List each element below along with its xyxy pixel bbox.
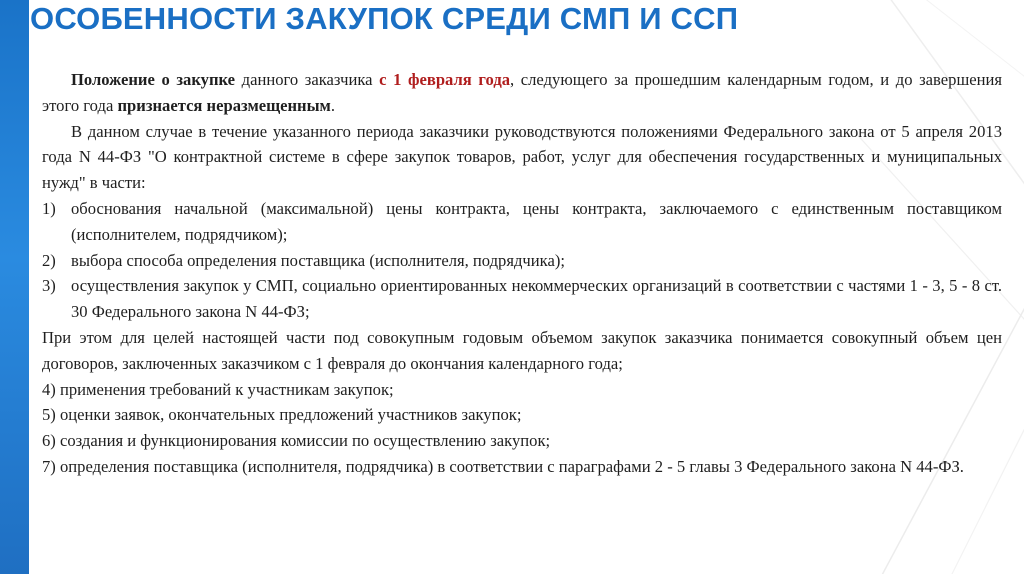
list-text: выбора способа определения поставщика (исполнителя, подрядчика); bbox=[71, 250, 565, 270]
bold-phrase: признается неразмещенным bbox=[117, 95, 331, 115]
list-item bbox=[42, 196, 1002, 248]
paragraph-regulation bbox=[42, 67, 1002, 119]
list-item bbox=[42, 273, 1002, 325]
list-text: осуществления закупок у СМП, социально ориентированных некоммерческих организаций в соответствии с частями 1 - 3, 5 - 8 ст. 30 Федерального закона N 44-ФЗ; bbox=[71, 276, 1002, 322]
text-segment: , следующего за прошедшим календарным годом, и до завершения этого года bbox=[42, 70, 1002, 115]
text-segment: данного заказчика bbox=[235, 70, 380, 89]
slide-content bbox=[42, 67, 1002, 480]
bold-phrase: Положение о закупке bbox=[71, 70, 236, 89]
list-item bbox=[42, 248, 1002, 274]
paragraph-annual-volume: При этом для целей настоящей части под совокупным годовым объемом закупок заказчика понимается совокупный объем цен договоров, заключенных заказчиком с 1 февраля до окончания календарного года; bbox=[42, 327, 1002, 373]
slide-title: ОСОБЕННОСТИ ЗАКУПОК СРЕДИ СМП И ССП bbox=[30, 1, 739, 36]
list-item: 6) создания и функционирования комиссии по осуществлению закупок; bbox=[42, 431, 551, 451]
list-item: 4) применения требований к участникам закупок; bbox=[42, 379, 394, 399]
list-number: 3) bbox=[42, 276, 56, 296]
list-number: 1) bbox=[42, 198, 56, 218]
left-accent-bar bbox=[0, 0, 29, 574]
list-item: 5) оценки заявок, окончательных предложений участников закупок; bbox=[42, 405, 522, 425]
list-text: обоснования начальной (максимальной) цены контракта, цены контракта, заключаемого с единственным поставщиком (исполнителем, подрядчиком); bbox=[71, 198, 1002, 244]
paragraph-law-reference: В данном случае в течение указанного периода заказчики руководствуются положениями Федерального закона от 5 апреля 2013 года N 44-ФЗ "О контрактной системе в сфере закупок товаров, работ, услуг для обеспечения государственных и муниципальных нужд" в части: bbox=[42, 121, 1002, 193]
text-segment: . bbox=[330, 95, 336, 115]
list-number: 2) bbox=[42, 250, 56, 270]
list-item: 7) определения поставщика (исполнителя, подрядчика) в соответствии с параграфами 2 - 5 главы 3 Федерального закона N 44-ФЗ. bbox=[42, 456, 964, 476]
numbered-list bbox=[42, 196, 1002, 325]
highlighted-date: с 1 февраля года bbox=[379, 70, 511, 89]
